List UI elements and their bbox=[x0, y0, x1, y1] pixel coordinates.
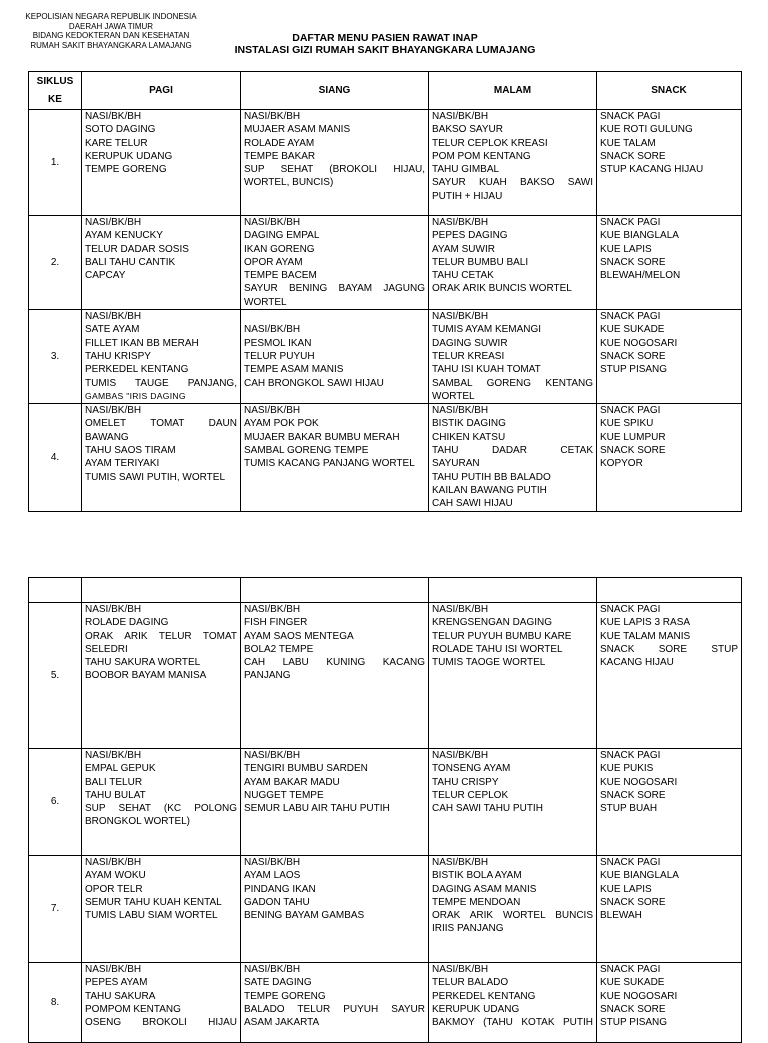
menu-item: SUP SEHAT (KC POLONG bbox=[85, 803, 237, 815]
menu-item: TEMPE MENDOAN bbox=[432, 896, 521, 908]
menu-item: NASI/BK/BH bbox=[244, 604, 301, 615]
menu-item: SOTO DAGING bbox=[85, 124, 156, 136]
menu-item: POMPOM KENTANG bbox=[85, 1003, 181, 1015]
menu-table-1 bbox=[28, 71, 742, 512]
menu-item: BISTIK BOLA AYAM bbox=[432, 870, 522, 882]
menu-item: SNACK PAGI bbox=[600, 964, 661, 975]
menu-item: MUJAER ASAM MANIS bbox=[244, 124, 351, 136]
menu-item: TAHU KRISPY bbox=[85, 350, 151, 362]
menu-item: NASI/BK/BH bbox=[85, 857, 142, 868]
menu-item: KUE TALAM bbox=[600, 137, 656, 149]
menu-item: AYAM SUWIR bbox=[432, 243, 495, 255]
menu-item: SAYUR BENING BAYAM JAGUNG bbox=[244, 283, 425, 295]
menu-item: PERKEDEL KENTANG bbox=[85, 364, 189, 376]
menu-item: CAH BRONGKOL SAWI HIJAU bbox=[244, 377, 384, 389]
menu-item: NASI/BK/BH bbox=[85, 604, 142, 615]
menu-item: SNACK PAGI bbox=[600, 750, 661, 761]
menu-item: TEMPE GORENG bbox=[85, 164, 167, 176]
menu-item: NASI/BK/BH bbox=[244, 217, 301, 228]
org-line: RUMAH SAKIT BHAYANGKARA LAMAJANG bbox=[30, 40, 192, 50]
menu-item: SNACK PAGI bbox=[600, 311, 661, 323]
menu-cell-malam bbox=[429, 310, 597, 404]
menu-item: KUE BIANGLALA bbox=[600, 870, 679, 882]
menu-item: NASI/BK/BH bbox=[432, 964, 489, 975]
menu-cell-pagi bbox=[82, 310, 241, 404]
menu-item: KRENGSENGAN DAGING bbox=[432, 617, 553, 629]
menu-item: WORTEL, BUNCIS) bbox=[244, 177, 334, 189]
menu-item: SNACK SORE bbox=[600, 789, 666, 801]
menu-item: BLEWAH bbox=[600, 910, 642, 922]
table-row bbox=[29, 404, 742, 511]
menu-item: KUE SUKADE bbox=[600, 977, 665, 989]
menu-item: NASI/BK/BH bbox=[85, 405, 142, 417]
menu-item: BOLA2 TEMPE bbox=[244, 643, 314, 655]
menu-item: FISH FINGER bbox=[244, 617, 308, 629]
menu-cell-malam bbox=[429, 216, 597, 310]
org-line: DAERAH JAWA TIMUR bbox=[68, 21, 154, 31]
org-line: BIDANG KEDOKTERAN DAN KESEHATAN bbox=[32, 31, 190, 41]
menu-cell-pagi bbox=[82, 749, 241, 856]
menu-item: SNACK SORE bbox=[600, 896, 666, 908]
menu-item: TUMIS TAUGE PANJANG, bbox=[85, 377, 237, 389]
menu-cell-siang bbox=[241, 110, 429, 216]
menu-item: AYAM SAOS MENTEGA bbox=[244, 630, 354, 642]
menu-item: GADON TAHU bbox=[244, 896, 310, 908]
table-row bbox=[29, 310, 742, 404]
menu-item: SNACK PAGI bbox=[600, 217, 661, 228]
menu-item: PINDANG IKAN bbox=[244, 883, 316, 895]
cycle-number: 6. bbox=[29, 749, 82, 856]
menu-item: TAHU SAKURA bbox=[85, 990, 156, 1002]
menu-item: NASI/BK/BH bbox=[432, 405, 489, 417]
title-line: INSTALASI GIZI RUMAH SAKIT BHAYANGKARA LUMAJANG bbox=[234, 44, 536, 56]
cycle-number: 8. bbox=[29, 963, 82, 1043]
menu-item: NASI/BK/BH bbox=[432, 750, 489, 761]
cycle-number: 3. bbox=[29, 310, 82, 404]
menu-item: DAGING ASAM MANIS bbox=[432, 883, 537, 895]
menu-cell-snack bbox=[597, 749, 742, 856]
menu-cell-malam bbox=[429, 856, 597, 963]
menu-item: WORTEL bbox=[244, 296, 287, 308]
menu-item: AYAM WOKU bbox=[85, 870, 146, 882]
menu-item: PESMOL IKAN bbox=[244, 337, 312, 349]
menu-cell-siang bbox=[241, 216, 429, 310]
menu-item: TAHU DADAR CETAK bbox=[432, 445, 593, 457]
menu-cell-malam bbox=[429, 749, 597, 856]
column-header-snack: SNACK bbox=[597, 72, 742, 110]
menu-item: FILLET IKAN BB MERAH bbox=[85, 337, 199, 349]
menu-item: SEMUR LABU AIR TAHU PUTIH bbox=[244, 803, 390, 815]
menu-item: AYAM POK POK bbox=[244, 418, 319, 430]
cycle-number: 1. bbox=[29, 110, 82, 216]
table-row bbox=[29, 963, 742, 1043]
menu-item: TELUR CEPLOK KREASI bbox=[432, 137, 548, 149]
menu-item: NASI/BK/BH bbox=[85, 964, 142, 975]
menu-item: KUE TALAM MANIS bbox=[600, 630, 691, 642]
menu-item: DAGING EMPAL bbox=[244, 230, 320, 242]
menu-item: KUE LUMPUR bbox=[600, 431, 666, 443]
menu-item: ROLADE DAGING bbox=[85, 617, 169, 629]
menu-cell-siang bbox=[241, 749, 429, 856]
menu-item: KUE LAPIS bbox=[600, 243, 652, 255]
org-line: KEPOLISIAN NEGARA REPUBLIK INDONESIA bbox=[25, 12, 197, 21]
menu-item: BALADO TELUR PUYUH SAYUR bbox=[244, 1003, 425, 1015]
menu-item: NASI/BK/BH bbox=[244, 324, 301, 336]
menu-item: TAHU BULAT bbox=[85, 789, 146, 801]
menu-item: TUMIS AYAM KEMANGI bbox=[432, 324, 542, 336]
menu-cell-siang bbox=[241, 963, 429, 1043]
menu-item: TEMPE BACEM bbox=[244, 270, 317, 282]
menu-item: SNACK PAGI bbox=[600, 857, 661, 868]
menu-item: NASI/BK/BH bbox=[244, 111, 301, 122]
menu-item: BALI TELUR bbox=[85, 776, 143, 788]
column-header-malam: MALAM bbox=[429, 72, 597, 110]
menu-item: TAHU CETAK bbox=[432, 270, 494, 282]
menu-item: CAPCAY bbox=[85, 270, 126, 282]
menu-item: NASI/BK/BH bbox=[432, 857, 489, 868]
menu-item: TAHU SAOS TIRAM bbox=[85, 445, 176, 457]
menu-item: SATE AYAM bbox=[85, 324, 140, 336]
table-row bbox=[29, 110, 742, 216]
menu-item: STUP PISANG bbox=[600, 1017, 668, 1029]
menu-item: IRIIS PANJANG bbox=[432, 923, 504, 935]
menu-cell-siang bbox=[241, 404, 429, 511]
menu-item: NASI/BK/BH bbox=[85, 111, 142, 122]
menu-item: BOOBOR BAYAM MANISA bbox=[85, 670, 207, 682]
menu-item: SELEDRI bbox=[85, 643, 128, 655]
menu-item: KACANG HIJAU bbox=[600, 657, 674, 669]
menu-item: SATE DAGING bbox=[244, 977, 312, 989]
organization-header bbox=[14, 12, 208, 50]
menu-item: PERKEDEL KENTANG bbox=[432, 990, 536, 1002]
menu-item: TELUR CEPLOK bbox=[432, 789, 509, 801]
menu-item: ASAM JAKARTA bbox=[244, 1017, 320, 1029]
column-header-pagi: PAGI bbox=[82, 72, 241, 110]
menu-item: KUE NOGOSARI bbox=[600, 337, 678, 349]
menu-item: NASI/BK/BH bbox=[432, 311, 489, 323]
menu-table-2 bbox=[28, 577, 742, 1043]
menu-item: SNACK PAGI bbox=[600, 604, 661, 615]
cycle-number: 2. bbox=[29, 216, 82, 310]
menu-item: ORAK ARIK WORTEL BUNCIS bbox=[432, 910, 593, 922]
menu-cell-snack bbox=[597, 963, 742, 1043]
menu-item: NASI/BK/BH bbox=[85, 311, 142, 323]
menu-item: BAWANG bbox=[85, 431, 129, 443]
cycle-number: 7. bbox=[29, 856, 82, 963]
menu-item: KERUPUK UDANG bbox=[432, 1003, 520, 1015]
menu-item: KUE SUKADE bbox=[600, 324, 665, 336]
menu-item: NASI/BK/BH bbox=[244, 750, 301, 761]
menu-item: OPOR TELR bbox=[85, 883, 143, 895]
menu-item: SNACK SORE bbox=[600, 150, 666, 162]
menu-item: CAH SAWI HIJAU bbox=[432, 498, 513, 510]
menu-item: TUMIS TAOGE WORTEL bbox=[432, 657, 546, 669]
menu-item: POM POM KENTANG bbox=[432, 150, 531, 162]
menu-item: TUMIS KACANG PANJANG WORTEL bbox=[244, 458, 415, 470]
menu-item: TEMPE ASAM MANIS bbox=[244, 364, 344, 376]
menu-item: SNACK SORE bbox=[600, 445, 666, 457]
menu-item: ROLADE AYAM bbox=[244, 137, 315, 149]
menu-item: ORAK ARIK BUNCIS WORTEL bbox=[432, 283, 572, 295]
menu-item: KUE NOGOSARI bbox=[600, 776, 678, 788]
menu-item: SNACK SORE bbox=[600, 256, 666, 268]
blank-header-row bbox=[29, 578, 742, 603]
menu-cell-snack bbox=[597, 216, 742, 310]
menu-item: TENGIRI BUMBU SARDEN bbox=[244, 763, 368, 775]
menu-item: NUGGET TEMPE bbox=[244, 789, 324, 801]
column-header-siang: SIANG bbox=[241, 72, 429, 110]
menu-item: SNACK SORE bbox=[600, 350, 666, 362]
menu-item: CHIKEN KATSU bbox=[432, 431, 506, 443]
menu-item: SAMBAL GORENG KENTANG bbox=[432, 377, 593, 389]
menu-item: TELUR PUYUH bbox=[244, 350, 315, 362]
menu-item: KUE LAPIS bbox=[600, 883, 652, 895]
menu-item: BLEWAH/MELON bbox=[600, 270, 681, 282]
table-row bbox=[29, 216, 742, 310]
menu-item: CAH LABU KUNING KACANG bbox=[244, 657, 425, 669]
column-header-siklus: SIKLUS KE bbox=[29, 72, 82, 110]
menu-item: TELUR BALADO bbox=[432, 977, 509, 989]
menu-item: TAHU GIMBAL bbox=[432, 164, 500, 176]
menu-item: BENING BAYAM GAMBAS bbox=[244, 910, 365, 922]
menu-item: EMPAL GEPUK bbox=[85, 763, 156, 775]
cycle-number: 4. bbox=[29, 404, 82, 511]
menu-item: NASI/BK/BH bbox=[432, 111, 489, 122]
menu-item: SAMBAL GORENG TEMPE bbox=[244, 445, 369, 457]
menu-item: NASI/BK/BH bbox=[244, 857, 301, 868]
menu-cell-snack bbox=[597, 404, 742, 511]
menu-cell-malam bbox=[429, 404, 597, 511]
menu-item: MUJAER BAKAR BUMBU MERAH bbox=[244, 431, 400, 443]
menu-item: BAKMOY (TAHU KOTAK PUTIH bbox=[432, 1017, 593, 1029]
menu-item: STUP PISANG bbox=[600, 364, 668, 376]
menu-cell-siang bbox=[241, 603, 429, 749]
menu-item: SNACK SORE STUP bbox=[600, 643, 738, 655]
menu-item: TEMPE BAKAR bbox=[244, 150, 316, 162]
menu-cell-siang bbox=[241, 310, 429, 404]
menu-item: AYAM LAOS bbox=[244, 870, 301, 882]
menu-item: NASI/BK/BH bbox=[432, 217, 489, 228]
menu-item: PUTIH + HIJAU bbox=[432, 190, 503, 202]
menu-item bbox=[244, 310, 425, 323]
menu-item: TAHU CRISPY bbox=[432, 776, 499, 788]
menu-item: TAHU SAKURA WORTEL bbox=[85, 657, 201, 669]
menu-item: STUP BUAH bbox=[600, 803, 658, 815]
menu-cell-pagi bbox=[82, 603, 241, 749]
menu-item: ORAK ARIK TELUR TOMAT bbox=[85, 630, 237, 642]
menu-item: OPOR AYAM bbox=[244, 256, 303, 268]
menu-item: STUP KACANG HIJAU bbox=[600, 164, 704, 176]
menu-item: TUMIS LABU SIAM WORTEL bbox=[85, 910, 218, 922]
menu-item: NASI/BK/BH bbox=[432, 604, 489, 615]
menu-item: AYAM TERIYAKI bbox=[85, 458, 160, 470]
menu-item: KAILAN BAWANG PUTIH bbox=[432, 484, 547, 496]
menu-cell-snack bbox=[597, 110, 742, 216]
menu-item: PEPES AYAM bbox=[85, 977, 148, 989]
menu-item: KUE PUKIS bbox=[600, 763, 654, 775]
menu-item: BRONGKOL WORTEL) bbox=[85, 816, 191, 828]
table-row bbox=[29, 749, 742, 856]
cycle-number: 5. bbox=[29, 603, 82, 749]
menu-item: SAYUR KUAH BAKSO SAWI bbox=[432, 177, 593, 189]
menu-item: OMELET TOMAT DAUN bbox=[85, 418, 237, 430]
menu-item: KUE BIANGLALA bbox=[600, 230, 679, 242]
menu-item: ROLADE TAHU ISI WORTEL bbox=[432, 643, 563, 655]
title-line: DAFTAR MENU PASIEN RAWAT INAP bbox=[292, 32, 478, 44]
menu-item: GAMBAS "IRIS DAGING bbox=[85, 390, 186, 401]
menu-item: KOPYOR bbox=[600, 458, 643, 470]
menu-item: SUP SEHAT (BROKOLI HIJAU, bbox=[244, 164, 425, 176]
menu-item: BISTIK DAGING bbox=[432, 418, 506, 430]
menu-item: PEPES DAGING bbox=[432, 230, 508, 242]
menu-cell-pagi bbox=[82, 856, 241, 963]
menu-item: KUE SPIKU bbox=[600, 418, 654, 430]
menu-item: KUE LAPIS 3 RASA bbox=[600, 617, 691, 629]
menu-cell-snack bbox=[597, 856, 742, 963]
menu-cell-siang bbox=[241, 856, 429, 963]
menu-item: KERUPUK UDANG bbox=[85, 150, 173, 162]
menu-item: TONSENG AYAM bbox=[432, 763, 511, 775]
menu-item: TELUR BUMBU BALI bbox=[432, 256, 529, 268]
menu-item: WORTEL bbox=[432, 390, 475, 402]
menu-item: KARE TELUR bbox=[85, 137, 148, 149]
menu-item: KUE ROTI GULUNG bbox=[600, 124, 693, 136]
menu-item: PANJANG bbox=[244, 670, 291, 682]
menu-item: TAHU PUTIH BB BALADO bbox=[432, 471, 551, 483]
menu-item: TAHU ISI KUAH TOMAT bbox=[432, 364, 541, 376]
menu-item: TELUR KREASI bbox=[432, 350, 505, 362]
menu-item: TEMPE GORENG bbox=[244, 990, 326, 1002]
menu-cell-malam bbox=[429, 603, 597, 749]
menu-item: SNACK PAGI bbox=[600, 111, 661, 122]
menu-cell-pagi bbox=[82, 963, 241, 1043]
table-header-row bbox=[29, 72, 742, 110]
menu-item: BALI TAHU CANTIK bbox=[85, 256, 176, 268]
menu-cell-malam bbox=[429, 110, 597, 216]
menu-cell-snack bbox=[597, 310, 742, 404]
menu-item: SNACK PAGI bbox=[600, 405, 661, 417]
menu-item: KUE NOGOSARI bbox=[600, 990, 678, 1002]
menu-item: AYAM KENUCKY bbox=[85, 230, 163, 242]
menu-cell-pagi bbox=[82, 404, 241, 511]
menu-cell-pagi bbox=[82, 110, 241, 216]
menu-item: CAH SAWI TAHU PUTIH bbox=[432, 803, 543, 815]
menu-cell-snack bbox=[597, 603, 742, 749]
menu-item: SNACK SORE bbox=[600, 1003, 666, 1015]
menu-item: NASI/BK/BH bbox=[85, 750, 142, 761]
table-row bbox=[29, 856, 742, 963]
menu-item: TUMIS SAWI PUTIH, WORTEL bbox=[85, 471, 226, 483]
menu-item: NASI/BK/BH bbox=[244, 964, 301, 975]
menu-cell-pagi bbox=[82, 216, 241, 310]
document-title bbox=[200, 32, 570, 56]
menu-item: NASI/BK/BH bbox=[244, 405, 301, 417]
menu-item: BAKSO SAYUR bbox=[432, 124, 503, 136]
table-row bbox=[29, 603, 742, 749]
menu-item: OSENG BROKOLI HIJAU bbox=[85, 1017, 237, 1029]
menu-item: TELUR PUYUH BUMBU KARE bbox=[432, 630, 572, 642]
menu-item: AYAM BAKAR MADU bbox=[244, 776, 340, 788]
menu-item: SAYURAN bbox=[432, 458, 480, 470]
menu-item: DAGING SUWIR bbox=[432, 337, 508, 349]
menu-item: SEMUR TAHU KUAH KENTAL bbox=[85, 896, 222, 908]
menu-item: TELUR DADAR SOSIS bbox=[85, 243, 189, 255]
menu-cell-malam bbox=[429, 963, 597, 1043]
menu-item: IKAN GORENG bbox=[244, 243, 315, 255]
menu-item: NASI/BK/BH bbox=[85, 217, 142, 228]
